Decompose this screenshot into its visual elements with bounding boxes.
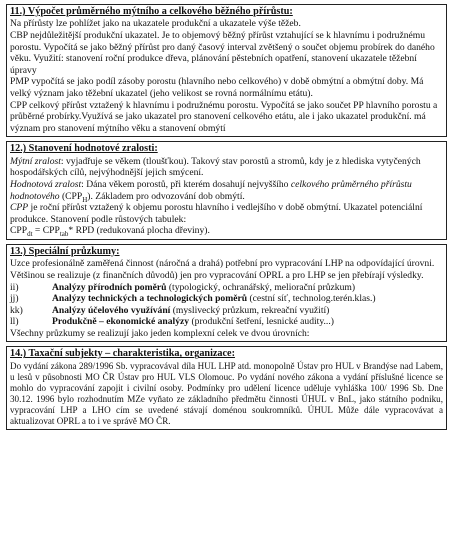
list-item: [10, 316, 443, 328]
list-item-text: (typologický, ochranářský, meliorační průzkum): [166, 281, 356, 293]
formula-cpp: CPP: [10, 225, 28, 237]
section-12-line-2-c: ). Základem pro odvozování dob obmýtí.: [87, 190, 245, 202]
subscript-h: H: [82, 195, 88, 204]
section-12: [6, 141, 447, 240]
section-14-title: 14.) Taxační subjekty – charakteristika, organizace:: [10, 348, 235, 360]
list-item-label: kk): [10, 304, 23, 316]
list-item-heading: Analýzy technických a technologických poměrů: [52, 293, 248, 305]
term-cpp: CPP: [10, 202, 29, 214]
section-11-paragraph-4: CPP celkový přírůst vztažený k hlavnímu i podružnému porostu. Vypočítá se jako součet PP hlavního porostu a průběrné probírky.Využívá se jako ukazatel pro stanovení celkového etátu, ale i jako ukazatel produkční. má význam pro stanovení mýtního věku a stanovení obmýtí: [10, 99, 438, 134]
section-12-line-2: [10, 179, 443, 202]
list-item-label: ii): [10, 281, 19, 293]
section-12-line-3: [10, 202, 443, 225]
section-13: [6, 244, 447, 343]
section-12-formula: [10, 225, 443, 237]
list-item-label: ll): [10, 316, 19, 328]
section-11-paragraph-2: CBP nejdůležitější produkční ukazatel. Je to objemový běžný přírůst vztahující se k hlavnímu i podružnému porostu. Vypočítá se jako běžný přírůst pro daný časový interval zvětšený o součet objemu probírek do daného věku. Využití: stanovení roční produkce dřeva, plánování pěstebních opatření, stanovení ukazatele těžební úpravy: [10, 30, 435, 76]
term-mytni-zralost: Mýtní zralost: [10, 155, 61, 167]
list-item-text: (myslivecký průzkum, rekreační využití): [170, 304, 330, 316]
section-14-paragraph-1: Do vydání zákona 289/1996 Sb. vypracovával díla HUL LHP atd. monopolně Ústav pro HUL v Brandýse nad Labem, u lesů v působnosti MO ČR Ústav pro HUL VLS Olomouc. Po vydání nového zákona a vydání příslušné licence se mohlo do vypracování zapojit i civilní osoby. Podmínky pro udělení licence uděluje vyhláška 100/ 1996 Sb. Dne 30.12. 1996 bylo rozhodnutím MZe vyňato ze základního předmětu činnosti ÚHUL v BnL, jako státního podniku, vypracování LHP a LHO cím se uvedené stávají doménou soukromníků. ÚHUL Může dále vypracovávat a aktualizovat OPRL a to i ve správě MO ČR.: [10, 360, 443, 426]
section-12-line-1: [10, 156, 443, 179]
section-12-title: 12.) Stanovení hodnotové zralosti:: [10, 143, 158, 155]
section-13-title: 13.) Speciální průzkumy:: [10, 245, 120, 257]
section-11-title: 11.) Výpočet průměrného mýtního a celkového běžného přírůstu:: [10, 6, 293, 17]
list-item-heading: Analýzy přírodních poměrů: [52, 281, 167, 293]
list-item-text: (produkční šetření, lesnické audity...): [189, 316, 334, 328]
formula-eq: = CPP: [32, 225, 60, 237]
section-11-paragraph-1: Na přírůsty lze pohlížet jako na ukazatele produkční a ukazatele výše těžeb.: [10, 18, 301, 30]
section-11: [6, 4, 447, 137]
list-item: [10, 282, 443, 294]
section-12-line-1-text: : vyjadřuje se věkem (tloušťkou). Takový stav porostů a stromů, kdy je z hlediska vytyčených hospodářských cílů, nejvýhodnější jejich smýcení.: [10, 155, 421, 179]
list-item-text: (cestní síť, technolog.terén.klas.): [247, 293, 376, 305]
formula-sub-dt: dt: [27, 230, 33, 239]
section-11-paragraph-3: PMP vypočítá se jako podíl zásoby porostu (hlavního nebo celkového) v době obmýtní a obmýtní doby. Má velký význam jako těžební ukazatel (jeho velikost se rovná normálnímu etátu).: [10, 76, 424, 99]
list-item: [10, 305, 443, 317]
formula-rest: * RPD (redukovaná plocha dřeviny).: [68, 225, 210, 237]
term-cpp-hodnotovy: celkového průměrného přírůstu hodnotového: [10, 178, 412, 202]
section-13-paragraph-2: Všechny průzkumy se realizují jako jeden komplexní celek ve dvou úrovních:: [10, 327, 310, 339]
formula-sub-tab: tab: [59, 230, 69, 239]
section-13-paragraph-1: Uzce profesionálně zaměřená činnost (náročná a drahá) potřební pro vypracování LHP na odpovídající úrovni. Většinou se realizuje (z finančních důvodů) jen pro vypracování OPRL a pro LHP se jen přebírají výsledky.: [10, 258, 435, 281]
list-item: [10, 293, 443, 305]
list-item-label: jj): [10, 293, 19, 305]
section-14: [6, 346, 447, 429]
section-12-line-2-a: : Dána věkem porostů, při kterém dosahují nejvyššího: [81, 178, 291, 190]
list-item-heading: Analýzy účelového využívání: [52, 304, 171, 316]
section-12-line-2-b: (CPP: [59, 190, 83, 202]
list-item-heading: Produkčně – ekonomické analýzy: [52, 316, 190, 328]
term-hodnotova-zralost: Hodnotová zralost: [10, 178, 82, 190]
section-12-line-3-text: je roční přírůst vztažený k objemu porostu hlavního i vedlejšího v době obmýtní. Ukazatel potenciální produkce. Stanovení podle růstových tabulek:: [10, 202, 423, 225]
